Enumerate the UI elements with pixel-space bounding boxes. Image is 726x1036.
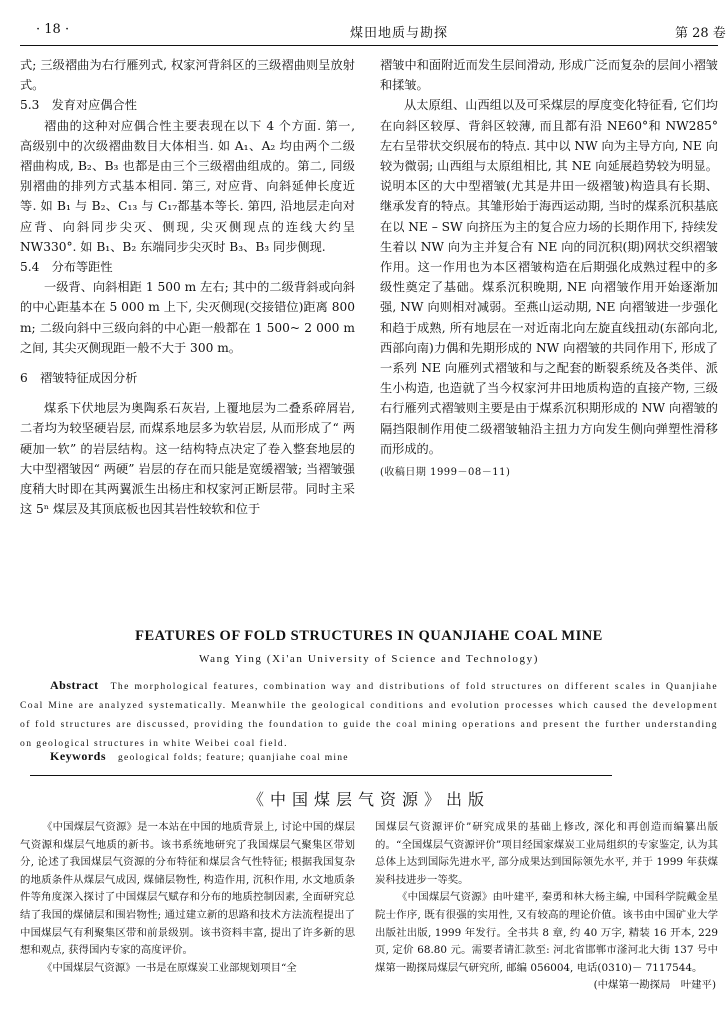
running-header	[20, 22, 726, 42]
keywords-text: geological folds; feature; quanjiahe coal mine	[118, 752, 349, 763]
abstract-label: Abstract	[50, 678, 99, 692]
paragraph: 煤系下伏地层为奥陶系石灰岩, 上覆地层为二叠系碎屑岩, 二者均为较坚硬岩层, 而煤系地层多为软岩层, 从而形成了“ 两硬加一软” 的岩层结构。这一结构特点决定了卷入整套地层的大中型褶皱因“ 两硬” 岩层的存在而只能是宽缓褶皱; 当褶皱强度稍大时即在其两翼派生出杨庄和权家河正断层带。同时主采这 5ⁿ 煤层及其顶底板也因其岩性较软和位于	[20, 401, 355, 517]
paragraph: 《中国煤层气资源》一书是在原煤炭工业部规划项目“全	[42, 961, 297, 974]
announcement-signature: (中煤第一勘探局 叶建平)	[593, 979, 716, 992]
paragraph: 褶皱中和面附近而发生层间滑动, 形成广泛而复杂的层间小褶皱和揉皱。	[380, 58, 718, 93]
paragraph: 褶曲的这种对应偶合性主要表现在以下 4 个方面. 第一, 高级别中的次级褶曲数目大体相当. 如 A₁、A₂ 均由两个二级褶曲构成, B₂、B₃ 也都是由三个三级褶曲组成的。第二, 同级别褶曲的排列方式基本相同. 第三, 对应背、向斜延伸长度近等. 如 B₁ 与 B₂、C₁₃ 与 C₁₇都基本等长. 第四, 沿地层走向对应背、向斜同步尖灭、侧现, 尖灭侧现点的连线大约呈 NW330°. 如 B₁、B₂ 东端同步尖灭时 B₃、B₃ 同步侧现.	[20, 118, 355, 254]
paragraph: 式; 三级褶曲为右行雁列式, 权家河背斜区的三级褶曲则呈放射式。	[20, 58, 355, 93]
section-heading-5-4: 5.4 分布等距性	[20, 260, 113, 275]
announcement-title: 《中国煤层气资源》出版	[247, 790, 490, 809]
section-heading-6: 6 褶皱特征成因分析	[20, 371, 138, 386]
section-heading-5-3: 5.3 发育对应偶合性	[20, 98, 137, 113]
left-column	[20, 55, 355, 620]
paragraph: 国煤层气资源评价”研究成果的基础上修改, 深化和再创造而编纂出版的。“全国煤层气资源评价”项目经国家煤炭工业局组织的专家鉴定, 认为其总体上达到国际先进水平, 部分成果达到国际领先水平, 并于 1999 年获煤炭科技进步一等奖。	[375, 821, 718, 886]
journal-title: 煤田地质与勘探	[350, 26, 449, 41]
paragraph: 一级背、向斜相距 1 500 m 左右; 其中的二级背斜或向斜的中心距基本在 5 000 m 上下, 尖灭侧现(交接错位)距离 800 m; 二级向斜中三级向斜的中心距一般都在 1 500~ 2 000 m 之间, 其尖灭侧现距一般不大于 300 m。	[20, 280, 355, 355]
volume-label: 第 28 卷	[675, 26, 726, 41]
header-rule	[20, 45, 718, 46]
right-column	[380, 55, 718, 615]
paragraph: 《中国煤层气资源》由叶建平, 秦勇和林大杨主编, 中国科学院戴金星院士作序, 既有很强的实用性, 又有较高的理论价值。该书由中国矿业大学出版社出版, 1999 年发行。全书共 8 章, 约 40 万字, 精装 16 开本, 229 页, 定价 68.80 元。需要者请汇款至: 河北省邯郸市滏河北大街 137 号中煤第一勘探局煤层气研究所, 邮编 056004, 电话(0310)－ 7117544。	[375, 891, 718, 974]
page-number: · 18 ·	[36, 22, 70, 37]
english-abstract	[20, 676, 718, 753]
english-title: FEATURES OF FOLD STRUCTURES IN QUANJIAHE COAL MINE	[135, 628, 603, 644]
paragraph: 从太原组、山西组以及可采煤层的厚度变化特征看, 它们均在向斜区较厚、背斜区较薄, 而且都有沿 NE60°和 NW285°左右呈带状交织展布的特点. 其中以 NW 向为主导方向, NE 向较为微弱; 山西组与太原组相比, 其 NE 向延展趋势较为明显。说明本区的大中型褶皱(尤其是井田一级褶皱)构造具有长期、继承发育的特点。其雏形始于海西运动期, 当时的煤系沉积基底在以 NE – SW 向挤压为主的复合应力场的长期作用下, 持续发生着以 NW 向为主并复合有 NE 向的同沉积(期)网状交织褶皱作用。这一作用也为本区褶皱构造在后期强化成熟过程中的多级性奠定了基础。煤系沉积晚期, NE 向褶皱作用开始逐渐加强, NW 向则相对减弱。至燕山运动期, NE 向褶皱进一步强化和趋于成熟, 所有地层在一对近南北向左旋直线扭动(东部向北, 西部向南)力偶和先期形成的 NW 向褶皱的共同作用下, 形成了一系列 NE 向雁列式褶皱和与之配套的断裂系统及各类伴、派生小构造, 也造就了当今权家河井田地质构造的直接产物, 三级右行雁列式褶皱则主要是由于煤系沉积期形成的 NW 向褶皱的隔挡限制作用使二级褶皱轴沿主扭力方向发生侧向弹塑性滑移而形成的。	[380, 98, 718, 456]
section-divider	[30, 775, 612, 776]
received-date: (收稿日期 1999－08－11)	[380, 467, 511, 479]
english-keywords	[50, 749, 710, 764]
keywords-label: Keywords	[50, 749, 106, 763]
paragraph: 《中国煤层气资源》是一本站在中国的地质背景上, 讨论中国的煤层气资源和煤层气地质的新书。该书系统地研究了我国煤层气聚集区带划分, 论述了我国煤层气资源的分布特征和煤层含气性特征; 根据我国复杂的地质条件从煤层气成因, 煤储层物性, 构造作用, 沉积作用, 水文地质条件等角度深入探讨了中国煤层气赋存和分布的地质控制因素, 全面研究总结了我国的煤储层和围岩物性; 通过建立新的思路和技术方法流程提出了中国煤层气有利聚集区带和前景级别。该书资料丰富, 提出了许多新的思想和观点, 获得国内专家的高度评价。	[20, 821, 355, 957]
abstract-text: The morphological features, combination way and distributions of fold structures on different scales in Quanjiahe Coal Mine are analyzed systematically. Meanwhile the geological conditions and evolution processes which caused the development of fold structures are discussed, providing the foundation to guide the coal mining operations and present the further understanding on geological structures in white Weibei coal field.	[20, 681, 718, 749]
announcement-right-column	[375, 819, 718, 1036]
announcement-left-column	[20, 819, 355, 1036]
english-author: Wang Ying (Xi'an University of Science and Technology)	[199, 653, 539, 665]
